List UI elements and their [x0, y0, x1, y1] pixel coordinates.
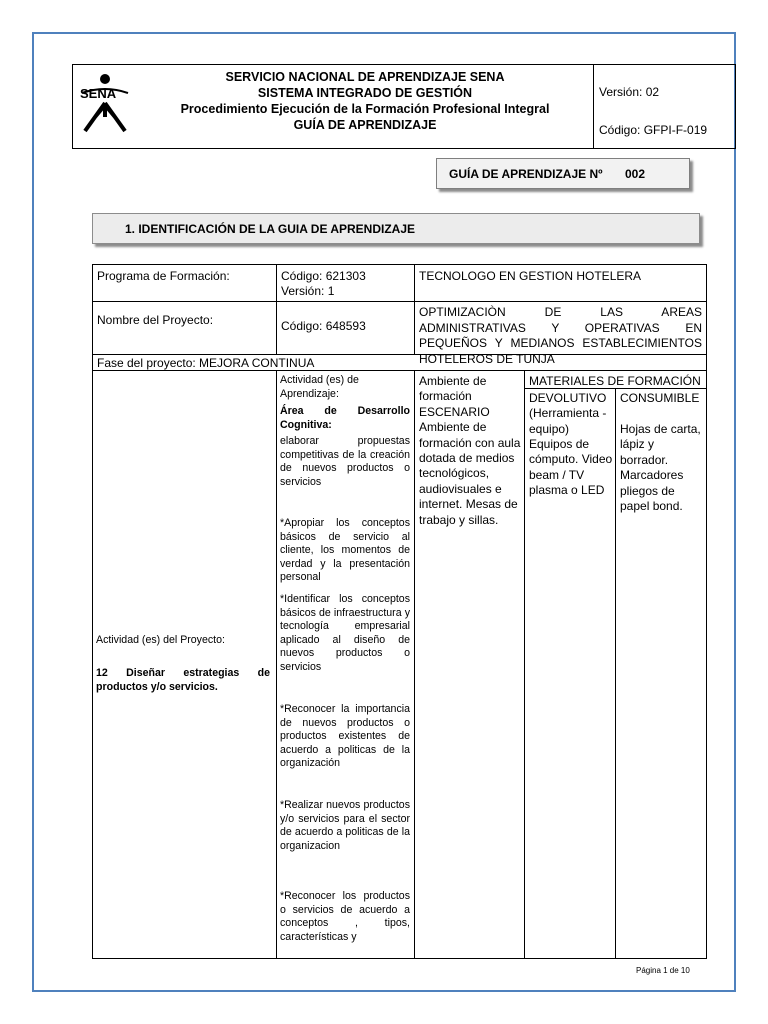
actividad-item: *Reconocer los productos o servicios de acuerdo a conceptos , tipos, características y	[280, 890, 410, 943]
programa-nombre: TECNOLOGO EN GESTION HOTELERA	[419, 269, 642, 283]
table-col-line	[414, 264, 415, 355]
guia-number: 002	[625, 167, 646, 181]
actividad-proyecto: 12 Diseñar estrategias de productos y/o servicios.	[96, 667, 270, 693]
table-col-line	[276, 370, 277, 959]
page-number: Página 1 de 10	[636, 966, 690, 975]
proyecto-codigo: Código: 648593	[281, 319, 366, 333]
table-col-line	[524, 370, 525, 959]
devolutivo-header: DEVOLUTIVO (Herramienta - equipo)	[529, 391, 607, 436]
actividad-aprendizaje-label: Actividad (es) de Aprendizaje:	[280, 374, 359, 400]
consumible-header: CONSUMIBLE	[620, 391, 700, 405]
table-row-line	[92, 370, 707, 371]
section-heading	[92, 213, 700, 244]
ambiente-formacion: Ambiente de formación ESCENARIO Ambiente de formación con aula dotada de medios tecnológicos, audiovisuales e internet. Mesas de trabajo y sillas.	[419, 374, 521, 527]
header-version: Versión: 02	[599, 85, 660, 99]
header-code: Código: GFPI-F-019	[599, 123, 708, 137]
header-title-line: SISTEMA INTEGRADO DE GESTIÓN	[257, 86, 473, 100]
header-divider	[593, 65, 594, 148]
table-border-left	[92, 264, 93, 959]
proyecto-label: Nombre del Proyecto:	[97, 313, 214, 327]
header-title	[133, 69, 597, 133]
table-row-line	[92, 301, 707, 302]
guia-label: GUÍA DE APRENDIZAJE Nº	[449, 167, 603, 181]
svg-text:SENA: SENA	[80, 86, 117, 101]
actividad-item: *Identificar los conceptos básicos de infraestructura y tecnología empresarial aplicado al diseño de nuevos productos o servicios	[280, 593, 410, 673]
table-border-top	[92, 264, 707, 265]
materiales-header: MATERIALES DE FORMACIÓN	[529, 374, 701, 388]
fase-proyecto: Fase del proyecto: MEJORA CONTINUA	[97, 356, 315, 370]
table-col-line	[414, 370, 415, 959]
actividad-item: *Realizar nuevos productos y/o servicios para el sector de acuerdo a politicas de la organizacion	[280, 799, 410, 852]
header-title-line: Procedimiento Ejecución de la Formación Profesional Integral	[180, 102, 550, 116]
actividad-item: *Apropiar los conceptos básicos de servicio al cliente, los momentos de verdad y la presentación personal	[280, 517, 410, 584]
actividad-item: *Reconocer la importancia de nuevos productos o productos existentes de acuerdo a politicas de la organización	[280, 703, 410, 770]
table-col-line	[615, 388, 616, 959]
header-title-line: GUÍA DE APRENDIZAJE	[293, 118, 437, 132]
header-title-line: SERVICIO NACIONAL DE APRENDIZAJE SENA	[225, 70, 505, 84]
table-col-line	[276, 264, 277, 355]
area-desarrollo: Área de Desarrollo Cognitiva:	[280, 405, 410, 431]
sena-logo-icon	[77, 71, 133, 137]
guia-number-box	[436, 158, 690, 189]
programa-version: Versión: 1	[281, 284, 335, 298]
document-header	[72, 64, 736, 149]
proyecto-nombre: OPTIMIZACIÒN DE LAS AREAS ADMINISTRATIVAS Y OPERATIVAS EN PEQUEÑOS Y MEDIANOS ESTABLECIMIENTOS HOTELEROS DE TUNJA	[419, 305, 702, 366]
table-border-right	[706, 264, 707, 959]
actividad-proyecto-label: Actividad (es) del Proyecto:	[96, 634, 225, 646]
section-title: 1. IDENTIFICACIÓN DE LA GUIA DE APRENDIZAJE	[125, 222, 416, 236]
devolutivo-items: Equipos de cómputo. Video beam / TV plasma o LED	[529, 437, 613, 498]
programa-label: Programa de Formación:	[97, 269, 230, 283]
consumible-items: Hojas de carta, lápiz y borrador. Marcadores pliegos de papel bond.	[620, 422, 701, 514]
programa-codigo: Código: 621303	[281, 269, 366, 283]
actividad-item: elaborar propuestas competitivas de la creación de nuevos productos o servicios	[280, 435, 410, 488]
